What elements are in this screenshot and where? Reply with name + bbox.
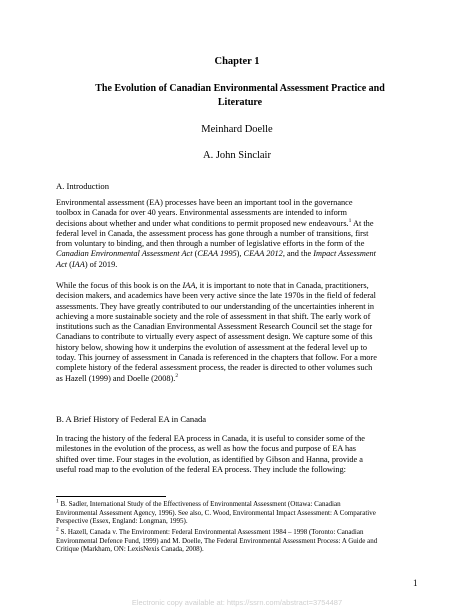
- footnote-2: [56, 528, 422, 554]
- footnote-line: Perspective (Essex, England: Longman, 1995).: [56, 517, 188, 526]
- footnote-1: [56, 500, 422, 526]
- section-heading-history: B. A Brief History of Federal EA in Canada: [56, 414, 207, 424]
- text-line: today. This journey of assessment in Canada is referenced in the chapters that follow. For a more: [56, 353, 377, 363]
- paragraph-history: [56, 434, 422, 475]
- text-line: Act (IAA) of 2019.: [56, 259, 118, 269]
- section-heading-introduction: A. Introduction: [56, 181, 109, 191]
- text-line: milestones in the evolution of the process, as well as how the focus and purpose of EA has: [56, 444, 357, 454]
- footnote-line: $^2$ S. Hazell, Canada v. The Environment: Federal Environmental Assessment 1984 – 1998 (Toronto: Canadian: [56, 526, 364, 536]
- text-line: federal level in Canada, the assessment process has gone through a number of transitions, first: [56, 228, 369, 238]
- text-line: useful road map to the evolution of the federal EA process. They include the following:: [56, 464, 346, 474]
- text-line: decisions about whether and under what conditions to permit proposed new endeavours.$^1$ At the: [56, 217, 374, 228]
- footnote-separator: [56, 496, 166, 497]
- text-line: achieving a more sustainable society and the role of assessment in that shift. The early work of: [56, 311, 371, 321]
- text-line: In tracing the history of the federal EA process in Canada, it is useful to consider some of the: [56, 434, 365, 443]
- text-line: While the focus of this book is on the IAA, it is important to note that in Canada, practitioners,: [56, 281, 369, 290]
- text-line: decision makers, and academics have been very active since the late 1970s in the field of federal: [56, 291, 376, 301]
- author-1: Meinhard Doelle: [201, 124, 273, 135]
- chapter-label: Chapter 1: [214, 56, 260, 67]
- text-line: as Hazell (1999) and Doelle (2008).$^2$: [56, 372, 179, 383]
- paragraph-introduction: [56, 198, 422, 270]
- text-line: assessments. They have greatly contributed to our understanding of the uncertainties inherent in: [56, 301, 375, 311]
- text-line: history below, showing how it underpins the evolution of assessment at the federal level up to: [56, 342, 367, 352]
- text-line: shifted over time. Four stages in the evolution, as identified by Gibson and Hanna, provide a: [56, 454, 363, 464]
- text-line: Canadian Environmental Assessment Act (CEAA 1995), CEAA 2012, and the Impact Assessment: [56, 249, 376, 259]
- text-line: complete history of the federal assessment process, the reader is directed to other volumes such: [56, 363, 373, 373]
- text-line: institutions such as the Canadian Environmental Assessment Research Council set the stage for: [56, 322, 373, 332]
- author-2: A. John Sinclair: [203, 150, 271, 161]
- footnote-ref-1[interactable]: 1: [348, 217, 352, 224]
- text-line: Canadians to contribute to virtually every aspect of assessment design. We capture some of this: [56, 332, 373, 342]
- text-line: from voluntary to binding, and then through a number of legislative efforts in the form of the: [56, 239, 365, 249]
- page-number: 1: [413, 578, 418, 588]
- paragraph-book-focus: [56, 281, 422, 384]
- footnote-line: Environmental Assessment Agency, 1996). See also, C. Wood, Environmental Impact Assessment: A Comparative: [56, 508, 376, 517]
- footnote-ref-2[interactable]: 2: [175, 372, 179, 379]
- footnote-line: $^1$ B. Sadler, International Study of the Effectiveness of Environmental Assessment (Ottawa: Canadian: [56, 498, 341, 508]
- chapter-title-line-1: The Evolution of Canadian Environmental Assessment Practice and: [95, 83, 385, 94]
- text-line: Environmental assessment (EA) processes have been an important tool in the governance: [56, 198, 353, 207]
- footnote-line: Critique (Markham, ON: LexisNexis Canada, 2008).: [56, 545, 204, 554]
- footnote-line: Environmental Defence Fund, 1999) and M. Doelle, The Federal Environmental Assessment Process: A Guide and: [56, 536, 378, 545]
- chapter-title: [90, 82, 390, 110]
- text-line: toolbox in Canada for over 40 years. Environmental assessments are intended to inform: [56, 208, 348, 218]
- chapter-title-line-2: Literature: [217, 97, 263, 108]
- ssrn-watermark: Electronic copy available at: https://ssrn.com/abstract=3754487: [131, 598, 343, 607]
